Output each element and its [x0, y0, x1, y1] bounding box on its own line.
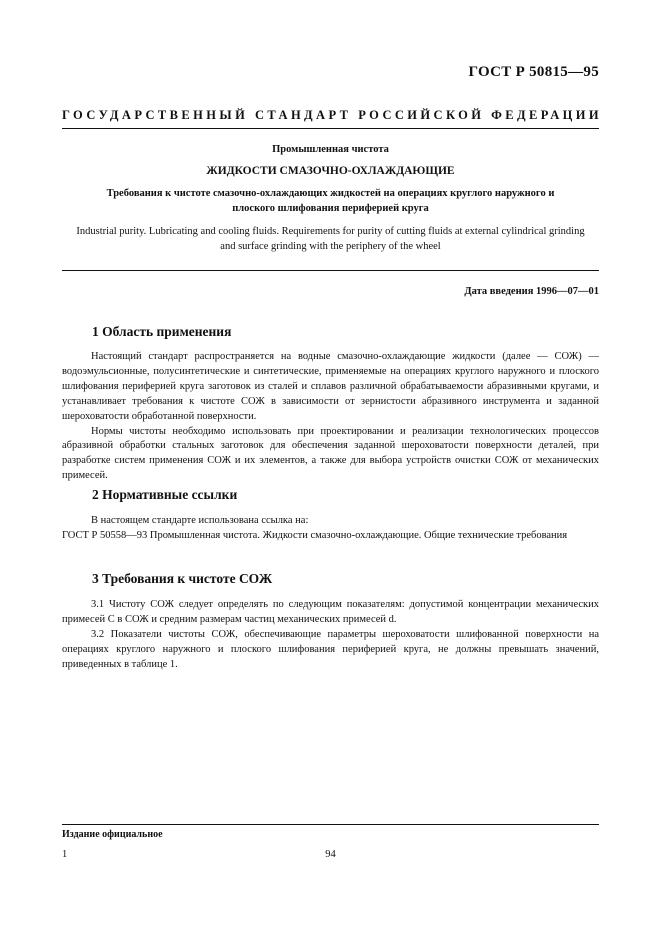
paragraph: 3.2 Показатели чистоты СОЖ, обеспечивающие параметры шероховатости шлифованной поверхности на операциях круглого наружного и плоского шлифования периферией круга, не должны превышать значений, приведенных в таблице 1. [62, 628, 599, 670]
section-body [62, 514, 599, 544]
title-rule [62, 270, 599, 271]
page-index-left: 1 [62, 849, 68, 860]
page-number: 94 [325, 849, 336, 860]
header-word: ГОСУДАРСТВЕННЫЙ [62, 108, 249, 122]
paragraph: Настоящий стандарт распространяется на водные смазочно-охлаждающие жидкости (далее — СОЖ) — водоэмульсионные, полусинтетические и синтетические, применяемые на операциях круглого наружного и плоского шлифования периферией круга заготовок из сталей и сплавов различной обрабатываемости абразивными кругами, и устанавливает требования к чистоте СОЖ в зависимости от зернистости абразивного инструмента и заданной шероховатости обработанной поверхности. [62, 351, 599, 422]
paragraph: В настоящем стандарте использована ссылка на: [91, 515, 309, 526]
header-word: ФЕДЕРАЦИИ [491, 108, 602, 122]
effective-date: Дата введения 1996—07—01 [464, 286, 599, 297]
section-heading: 3 Требования к чистоте СОЖ [92, 571, 273, 586]
paragraph: ГОСТ Р 50558—93 Промышленная чистота. Жидкости смазочно-охлаждающие. Общие технические требования [62, 529, 568, 541]
paragraph: 3.1 Чистоту СОЖ следует определять по следующим показателям: допустимой концентрации механических примесей С в СОЖ и средним размерам частиц механических примесей d. [62, 599, 599, 625]
state-standard-header [62, 108, 602, 123]
section-category: Промышленная чистота [272, 144, 389, 155]
section-heading: 2 Нормативные ссылки [92, 487, 238, 502]
document-subtitle: Требования к чистоте смазочно-охлаждающих жидкостей на операциях круглого наружного и плоского шлифования периферией круга [106, 188, 555, 214]
footer-rule [62, 824, 599, 825]
header-word: СТАНДАРТ [254, 108, 352, 122]
section-body [62, 598, 599, 673]
paragraph: Нормы чистоты необходимо использовать при проектировании и реализации технологических процессов абразивной обработки стальных заготовок для обеспечения заданной шероховатости поверхности деталей, при разработке систем применения СОЖ и их элементов, а также для выбора устройств очистки СОЖ от механических примесей. [62, 425, 599, 482]
document-title: ЖИДКОСТИ СМАЗОЧНО-ОХЛАЖДАЮЩИЕ [206, 165, 455, 177]
section-heading: 1 Область применения [92, 324, 232, 339]
document-number: ГОСТ Р 50815—95 [468, 64, 599, 80]
header-word: РОССИЙСКОЙ [358, 108, 485, 122]
header-rule [62, 128, 599, 129]
english-title: Industrial purity. Lubricating and cooling fluids. Requirements for purity of cutting fluids at external cylindrical grinding and surface grinding with the periphery of the wheel [76, 226, 585, 252]
edition-label: Издание официальное [62, 829, 163, 840]
section-body [62, 350, 599, 484]
